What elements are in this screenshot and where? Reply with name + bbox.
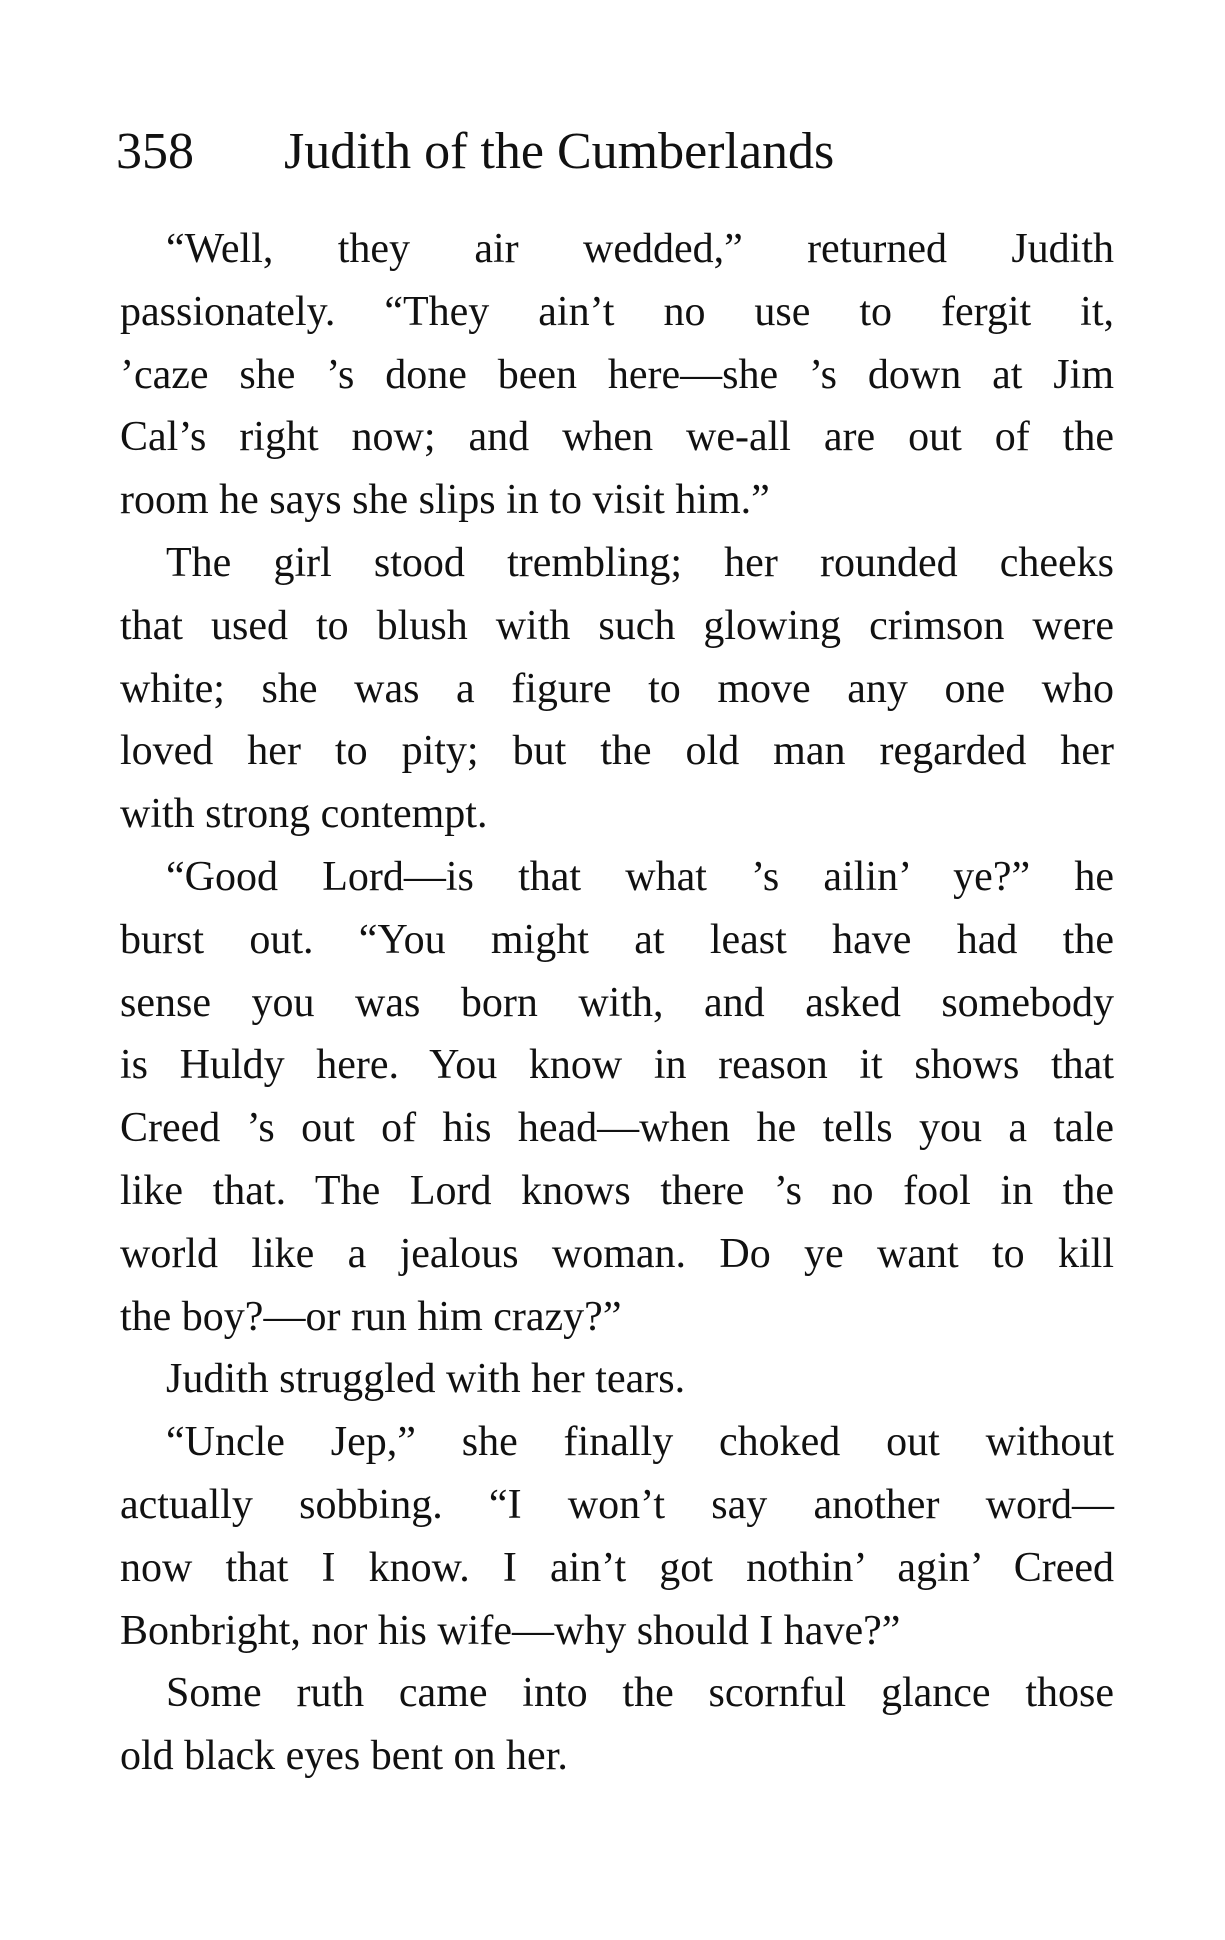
running-title: Judith of the Cumberlands (284, 123, 835, 180)
text-line: is Huldy here. You know in reason it shows that (120, 1042, 1114, 1089)
page-number: 358 (116, 123, 194, 180)
text-line: The girl stood trembling; her rounded cheeks (166, 539, 1114, 586)
text-line: old black eyes bent on her. (120, 1733, 568, 1780)
text-line: white; she was a figure to move any one who (120, 665, 1114, 712)
text-line: Cal’s right now; and when we-all are out of the (120, 414, 1114, 461)
text-line: the boy?—or run him crazy?” (120, 1293, 622, 1340)
text-line: world like a jealous woman. Do ye want to kill (120, 1230, 1114, 1277)
text-line: loved her to pity; but the old man regarded her (120, 728, 1114, 775)
text-line: Bonbright, nor his wife—why should I have?” (120, 1607, 901, 1654)
text-line: Judith struggled with her tears. (166, 1356, 686, 1403)
text-line: now that I know. I ain’t got nothin’ agin’ Creed (120, 1544, 1114, 1591)
text-line: with strong contempt. (120, 791, 488, 838)
text-line: Creed ’s out of his head—when he tells you a tale (120, 1105, 1114, 1152)
text-line: like that. The Lord knows there ’s no fool in the (120, 1167, 1114, 1214)
text-line: “Well, they air wedded,” returned Judith (166, 226, 1114, 272)
text-line: ’caze she ’s done been here—she ’s down at Jim (120, 351, 1114, 398)
text-line: room he says she slips in to visit him.” (120, 477, 770, 524)
text-line: “Uncle Jep,” she finally choked out without (166, 1419, 1114, 1466)
text-line: actually sobbing. “I won’t say another word— (120, 1481, 1114, 1528)
page-header (116, 112, 1116, 192)
text-line: Some ruth came into the scornful glance those (166, 1670, 1114, 1717)
text-line: sense you was born with, and asked somebody (120, 979, 1114, 1026)
text-line: passionately. “They ain’t no use to fergit it, (120, 288, 1114, 335)
text-line: that used to blush with such glowing crimson were (120, 602, 1114, 649)
body-text (120, 218, 1114, 1788)
text-line: “Good Lord—is that what ’s ailin’ ye?” he (166, 853, 1114, 900)
text-line: burst out. “You might at least have had the (120, 916, 1114, 963)
